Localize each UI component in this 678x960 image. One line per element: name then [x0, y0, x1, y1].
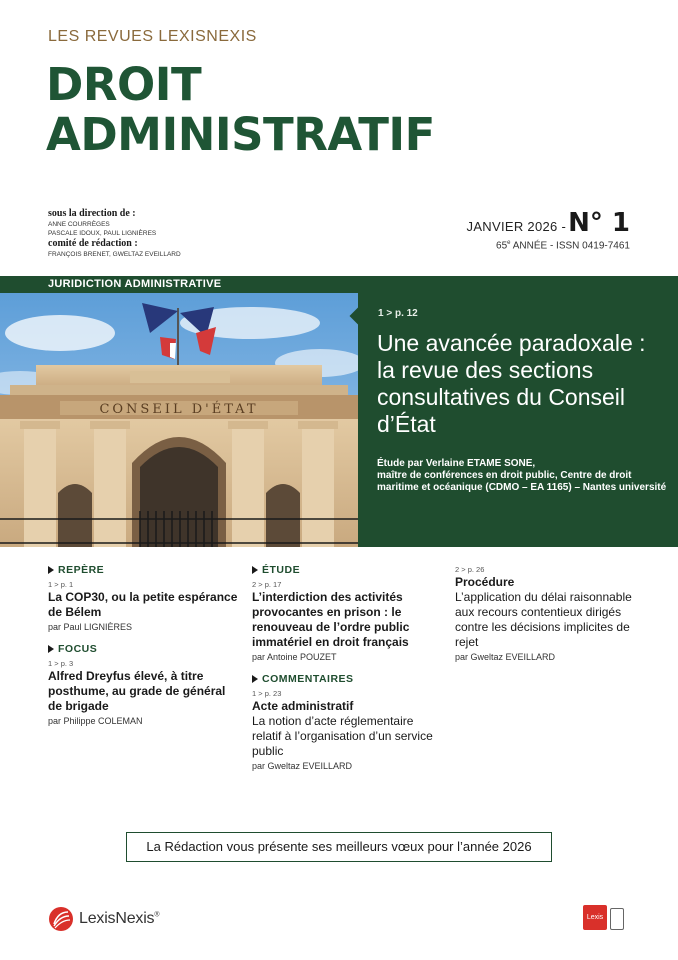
- section-label: REPÈRE: [58, 564, 105, 576]
- section-label: ÉTUDE: [262, 564, 301, 576]
- triangle-icon: [252, 675, 258, 683]
- article-title[interactable]: Acte administratif: [252, 699, 354, 713]
- issue-info: [467, 208, 630, 251]
- column-2: [252, 564, 442, 772]
- series-label: LES REVUES LEXISNEXIS: [48, 28, 257, 45]
- triangle-icon: [48, 566, 54, 574]
- section-label: FOCUS: [58, 643, 98, 655]
- section-header: [252, 673, 442, 685]
- feature-ref: 1 > p. 12: [378, 308, 418, 319]
- section-header: [252, 564, 442, 576]
- title-line-2: ADMINISTRATIF: [46, 108, 435, 161]
- topic-label: JURIDICTION ADMINISTRATIVE: [48, 278, 222, 290]
- column-1: [48, 564, 238, 727]
- article-ref: 2 > p. 17: [252, 580, 282, 589]
- article-ref: 1 > p. 3: [48, 659, 74, 668]
- feature-author: [377, 458, 672, 494]
- issue-date: JANVIER 2026 -: [466, 219, 567, 234]
- journal-title: [46, 60, 435, 160]
- logo-name: LexisNexis: [79, 910, 155, 927]
- feature-panel: [358, 276, 678, 547]
- lexisnexis-logo: [48, 906, 159, 932]
- feature-title[interactable]: Une avancée paradoxale : la revue des sections consultatives du Conseil d’État: [377, 330, 646, 437]
- article-ref: 2 > p. 26: [455, 565, 485, 574]
- committee-label: comité de rédaction :: [48, 238, 138, 249]
- article-subtitle[interactable]: L’application du délai raisonnable aux recours contentieux dirigés contre les décisions implicites de rejet: [455, 590, 632, 649]
- article-subtitle[interactable]: La notion d’acte réglementaire relatif à l’organisation d’un service public: [252, 714, 433, 758]
- section-header: [48, 643, 238, 655]
- conseil-etat-photo: [0, 293, 358, 547]
- issue-meta: [467, 240, 630, 251]
- article-author: par Paul LIGNIÈRES: [48, 622, 133, 632]
- section-header: [48, 564, 238, 576]
- lexis-badge: Lexis: [583, 905, 607, 930]
- article-ref: 1 > p. 1: [48, 580, 74, 589]
- direction-names-2: PASCALE IDOUX, PAUL LIGNIÈRES: [48, 230, 157, 237]
- issn: ANNÉE - ISSN 0419-7461: [510, 240, 630, 252]
- article-title[interactable]: L’interdiction des activités provocantes en prison : le renouveau de l’ordre public immatériel en droit français: [252, 590, 410, 649]
- direction-label: sous la direction de :: [48, 208, 136, 219]
- year-suffix: e: [507, 240, 511, 246]
- building-illustration: [0, 293, 358, 547]
- triangle-icon: [48, 645, 54, 653]
- article-author: par Antoine POUZET: [252, 652, 337, 662]
- photo-inscription: CONSEIL D'ÉTAT: [99, 402, 259, 417]
- section-label: COMMENTAIRES: [262, 673, 354, 685]
- article-ref: 1 > p. 23: [252, 689, 282, 698]
- feature-author-detail: maître de conférences en droit public, Centre de droit maritime et océanique (CDMO – EA 1165) – Nantes université: [377, 470, 667, 493]
- article-author: par Gweltaz EVEILLARD: [252, 761, 353, 771]
- issue-number: N° 1: [568, 208, 630, 238]
- logo-registered: ®: [154, 911, 160, 919]
- feature-author-name: Étude par Verlaine ETAME SONE,: [377, 458, 536, 469]
- logo-text: [79, 910, 159, 928]
- article-title[interactable]: Alfred Dreyfus élevé, à titre posthume, au grade de général de brigade: [48, 669, 226, 713]
- new-year-wishes: La Rédaction vous présente ses meilleurs vœux pour l’année 2026: [126, 832, 552, 862]
- tablet-icon: [610, 908, 624, 930]
- committee-names: FRANÇOIS BRENET, GWELTAZ EVEILLARD: [48, 251, 181, 258]
- direction-names: ANNE COURRÈGES: [48, 221, 110, 228]
- editorial-direction: [48, 208, 308, 259]
- title-line-1: DROIT: [46, 58, 202, 111]
- column-3: [455, 564, 635, 663]
- digital-edition-badge: [583, 905, 624, 930]
- year-number: 65: [496, 240, 508, 252]
- article-author: par Gweltaz EVEILLARD: [455, 652, 556, 662]
- article-author: par Philippe COLEMAN: [48, 716, 143, 726]
- article-title[interactable]: Procédure: [455, 575, 515, 589]
- triangle-icon: [252, 566, 258, 574]
- lexisnexis-mark-icon: [48, 906, 74, 932]
- article-title[interactable]: La COP30, ou la petite espérance de Bélem: [48, 590, 238, 619]
